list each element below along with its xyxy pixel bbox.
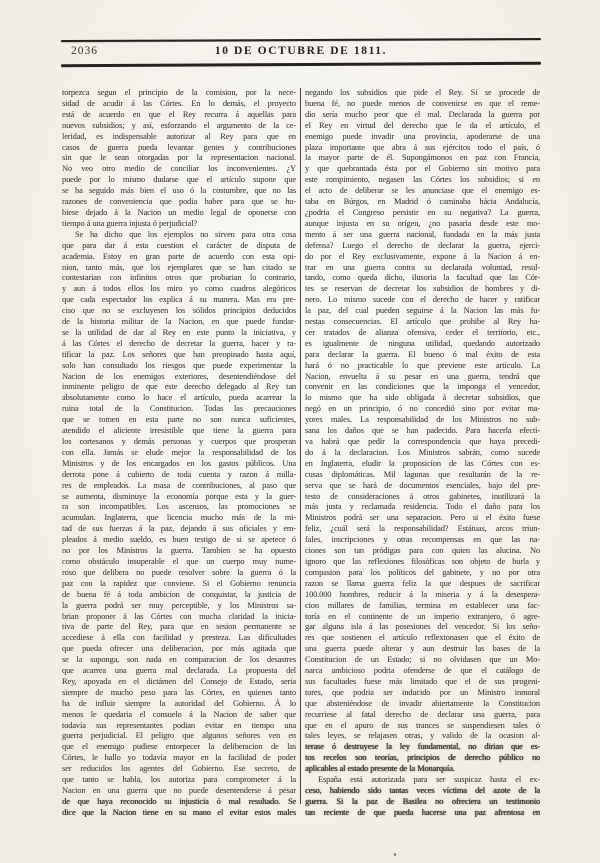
text-line: de buena fé á toda ambicion de conquistar, la justicia de xyxy=(62,588,296,599)
text-line: tiva de parte del Rey, para que en sesion permanente se xyxy=(62,621,296,632)
text-line: ha de influir siempre la autoridad del Gobierno. Á lo xyxy=(62,697,296,708)
text-line: buena fé, no puede menos de convenirse en que el reme- xyxy=(305,97,540,108)
text-line: que absteniéndose de invadir abiertamente la Constitucion xyxy=(305,697,540,708)
text-line: ciso que no se excluyesen los sólidos principios deducidos xyxy=(62,305,296,316)
text-line: mento á ser una guerra nacional, fundada en la más justa xyxy=(305,228,540,239)
text-line: trar en una guerra contra su declarada voluntad, resul- xyxy=(305,261,540,272)
text-line: se la suponga, son nada en comparacion de los desastres xyxy=(62,654,296,665)
paragraph xyxy=(62,87,296,229)
text-line: más justa y reclamada residencia. Todo el daño para los xyxy=(305,501,540,512)
text-line: con ella. Jamás se elude mejor la responsabilidad de los xyxy=(62,446,296,457)
text-line: que el enemigo pudiese entorpecer la deliberacion de las xyxy=(62,741,296,752)
text-line: Nacion en una guerra que no puede desentenderse á pesar xyxy=(62,785,296,795)
text-line: Nacion, envuelta á su pesar en una guerra, tendrá que xyxy=(305,370,540,381)
text-line: solo han consultado los riesgos que puede experimentar la xyxy=(62,359,296,370)
text-line: recurriese al fatal derecho de declarar una guerra, para xyxy=(305,708,540,719)
text-line: en Inglaterra, eludir la proposicion de las Córtes con es- xyxy=(305,457,540,468)
header-rule-top xyxy=(61,38,541,42)
text-line: ruina total de la Constitucion. Todas las precauciones xyxy=(62,403,296,414)
text-line: ceso, habiendo sido tantas veces víctima del azote de la xyxy=(305,785,540,795)
scan-speck xyxy=(394,853,396,856)
column-divider xyxy=(300,88,301,804)
paragraph xyxy=(305,774,540,818)
text-line: guerra. Si la paz de Basilea no ofreciera un testimonio xyxy=(305,795,540,806)
text-line: atendido el aliciente irresistible que tiene la guerra para xyxy=(62,425,296,436)
text-line: cer tratados de alianza ofensiva, ceder el territorio, etc., xyxy=(305,326,540,337)
text-line: ¿podria el Congreso persistir en su negativa? La guerra, xyxy=(305,206,540,217)
text-line: ser reducidos los agentes del Gobierno. Ese secreto, de xyxy=(62,763,296,774)
text-line: nero. Lo mismo sucede con el derecho de hacer y ratificar xyxy=(305,294,540,305)
text-line: inminente peligro de que este derecho delegado al Rey tan xyxy=(62,381,296,392)
text-line: fales, inscripciones y otras recompensas en que las na- xyxy=(305,534,540,545)
text-line: 100.000 hombres, reducir á la miseria y á la desespera- xyxy=(305,588,540,599)
text-line: nuevos subsidios; y así, esforzando el argumento de la ce- xyxy=(62,119,296,130)
text-line: do á la declaracion. Los Ministros sabrán, como sucede xyxy=(305,446,540,457)
page-number: 2036 xyxy=(71,45,98,57)
text-line: todavía sus representantes podian evitar en tiempo una xyxy=(62,719,296,730)
text-line: menos le quedaria el consuelo á la Nacion de saber que xyxy=(62,708,296,719)
header-rule-bottom xyxy=(61,62,541,68)
text-line: á las Córtes el derecho de decretar la guerra, hacer y ra- xyxy=(62,337,296,348)
text-line: que se tomen en esta parte no son nunca suficientes, xyxy=(62,414,296,425)
text-line: dio sería mucho peor que el mal. Declarada la guerra por xyxy=(305,108,540,119)
text-line: absolutamente como lo hace el artículo, pueda acarrear la xyxy=(62,392,296,403)
text-line: enemigo puede invadir una provincia, apoderarse de una xyxy=(305,130,540,141)
text-line: pleados á medio sueldo, es buen testigo de si se apetece ó xyxy=(62,534,296,545)
text-line: tando, como queda dicho, ilusoria la facultad que las Cór- xyxy=(305,272,540,283)
text-line: yores males. La responsabilidad de los Ministros no sub- xyxy=(305,414,540,425)
text-line: este rompimiento, negasen las Córtes los subsidios; si en xyxy=(305,174,540,185)
text-line: ra son incompatibles. Los ascensos, las promociones se xyxy=(62,501,296,512)
text-line: derrota pone á cubierto de toda cuenta y razon á milla- xyxy=(62,468,296,479)
text-line: ciones son tan pródigas para con quien las alucina. No xyxy=(305,545,540,556)
text-line: razon se llama guerra feliz la que despues de sacrificar xyxy=(305,577,540,588)
text-line: defensa? Luego el derecho de declarar la guerra, ejerci- xyxy=(305,239,540,250)
text-line: lo mismo que ha sido obligada á decretar subsidios, que xyxy=(305,392,540,403)
text-line: contestarian con infinitos otros que probarian lo contrario, xyxy=(62,272,296,283)
text-line: cion millares de familias, termina en establecer una fac- xyxy=(305,599,540,610)
text-line: tad de sus fuerzas á la paz, dejando á sus oficiales y em- xyxy=(62,523,296,534)
text-line: es igualmente de ninguna utilidad, quedando autorizado xyxy=(305,337,540,348)
text-line: tiempo á una guerra injusta ó perjudicial? xyxy=(62,217,198,228)
page-header xyxy=(61,45,541,61)
text-line: Nacion de los enemigos exteriores, desentendiéndose del xyxy=(62,370,296,381)
text-line: taba en Búrgos, en Madrid ó caminaba hácia Andalucía, xyxy=(305,196,540,207)
text-line: que tanto se habla, los autoriza para comprometer á la xyxy=(62,774,296,785)
text-line: Rey, apoyada en el dictámen del Consejo de Estado, seria xyxy=(62,675,296,686)
text-line: Córtes, le hallo yo todavía mayor en la facilidad de poder xyxy=(62,752,296,763)
text-line: de que haya reconocido su injusticia ó mal resultado. Se xyxy=(62,795,296,806)
text-line: se ha seguido más bien el uso ó la costumbre, que no las xyxy=(62,185,296,196)
text-line: el acto de deliberar se les anunciase que el enemigo es- xyxy=(305,185,540,196)
text-line: tificar la paz. Los señores que han preopinado hasta aquí, xyxy=(62,348,296,359)
text-columns xyxy=(62,87,541,818)
text-line: se aumenta, disminuye la economía porque esta y la guer- xyxy=(62,490,296,501)
text-line: el Rey en virtud del derecho que le da el artículo, el xyxy=(305,119,540,130)
text-line: gar alguna isla á las posesiones del vencedor. Si los seño- xyxy=(305,621,540,632)
paragraph xyxy=(305,87,540,774)
text-line: acumulan. Inglaterra, que licencia mucho más de la mi- xyxy=(62,512,296,523)
text-line: se la utilidad de dar al Rey en este punto la iniciativa, y xyxy=(62,326,296,337)
text-line: ignoro que las reflexiones filosóficas son objeto de burla y xyxy=(305,555,540,566)
text-line: tos recelos son teorías, principios de derecho público no xyxy=(305,752,540,763)
text-line: sana los daños que se han padecido. Para hacerla efecti- xyxy=(305,425,540,436)
text-line: academia. Estoy en gran parte de acuerdo con esta opi- xyxy=(62,250,296,261)
text-line: aunque injusta en su orígen, ¿no pasaria desde este mo- xyxy=(305,217,540,228)
text-line: toría en el continente de un imperio extranjero, ó agre- xyxy=(305,610,540,621)
page-title: 10 DE OCTUBRE DE 1811. xyxy=(214,45,388,57)
text-line: No veo otro medio de conciliar los inconvenientes. ¿Y xyxy=(62,163,296,174)
text-line: dice que la Nacion tiene en su mano el evitar estos males xyxy=(62,806,296,817)
text-line: biese dejado á la Nacion un medio legal de oponerse con xyxy=(62,206,296,217)
text-line: sus facultades fuese más limitado que el de sus progeni- xyxy=(305,675,540,686)
text-line: narca ambicioso podria ofenderse de que el catálogo de xyxy=(305,665,540,676)
text-line: la paz, del cual pueden seguirse á la Nacion las más fu- xyxy=(305,305,540,316)
text-line: Ministros y de los encargados en los gastos públicos. Una xyxy=(62,457,296,468)
text-line: va habrá que pedir la correspondencia que haya precedi- xyxy=(305,436,540,446)
text-line: tales leyes, se relajasen otras, y valido de la ocasion al- xyxy=(305,730,540,741)
text-line: negando los subsidios que pide el Rey. Si se procede de xyxy=(305,87,540,97)
text-line: España está autorizada para ser suspicaz hasta el ex- xyxy=(318,774,540,785)
text-line: Se ha dicho que los ejemplos no sirven para otra cosa xyxy=(75,228,296,239)
text-line: roso que delibera no puede resolver sobre la guerra ó la xyxy=(62,566,296,577)
text-line: sin que le sean otorgadas por la representacion nacional. xyxy=(62,152,296,163)
text-line: tores, que podria ser inducido por un Ministro inmoral xyxy=(305,686,540,697)
column-right xyxy=(305,87,540,818)
text-line: una guerra puede alterar y aun destruir las bases de la xyxy=(305,643,540,654)
text-line: y aun á todos ellos los miro yo como cuadros alegóricos xyxy=(62,283,296,294)
text-line: res de empleados. La masa de contribuciones, al paso que xyxy=(62,479,296,490)
text-line: que pueda ofrecer una deliberacion, por más agitada que xyxy=(62,643,296,654)
text-line: está de acuerdo en que el Rey recurra á aquellas para xyxy=(62,108,296,119)
text-line: leridad, es indispensable autorizar al Rey para que en xyxy=(62,130,296,141)
text-line: casos de guerra pueda levantar gentes y contribuciones xyxy=(62,141,296,152)
text-line: convenir en las condiciones que la imponga el vencedor, xyxy=(305,381,540,392)
text-line: paz con la rapidez que conviene. Si el Gobierno renuncia xyxy=(62,577,296,588)
text-line: cusas diplomáticas. Mil lagunas que resultarán de la re- xyxy=(305,468,540,479)
column-left xyxy=(62,87,296,818)
text-line: do por el Rey exclusivamente, expone á la Nacion á en- xyxy=(305,250,540,261)
text-line: Ministros podrá ser una separacion. Pero si el éxito fuese xyxy=(305,512,540,523)
text-line: feliz, ¿cuál será la responsabilidad? Estátuas, arcos triun- xyxy=(305,523,540,534)
text-line: nestas consecuencias. El artículo que prohibe al Rey ha- xyxy=(305,316,540,327)
text-line: res que sostienen el artículo reflexionasen que el éxito de xyxy=(305,632,540,643)
text-line: terase ó destruyese la ley fundamental, no dirian que es- xyxy=(305,741,540,752)
text-line: para declarar la guerra. El bueno ó mal éxito de esta xyxy=(305,348,540,359)
text-line: que para dar á esta cuestion el carácter de disputa de xyxy=(62,239,296,250)
text-line: puede por lo mismo dudarse que el artículo supone que xyxy=(62,174,296,185)
text-line: nion, tanto más, que los ejemplares que se han citado se xyxy=(62,261,296,272)
text-line: sidad de acudir á las Córtes. En lo demás, el proyecto xyxy=(62,97,296,108)
text-line: razones de conveniencia que podia haber para que se hu- xyxy=(62,196,296,207)
text-line: serva que se hará de documentos esenciales, bajo del pre- xyxy=(305,479,540,490)
text-line: que en el apuro de sus trances se suspendiesen tales ó xyxy=(305,719,540,730)
text-line: siempre de mucho peso para las Córtes, en quienes tanto xyxy=(62,686,296,697)
text-line: no por los Ministros la guerra. Tambien se ha opuesto xyxy=(62,545,296,556)
text-line: tan reciente de que pueda hacerse una paz afrentosa en xyxy=(305,806,540,817)
text-line: accediese á ella con facilidad y presteza. Las dificultades xyxy=(62,632,296,643)
text-line: negó en un principio, ó no concedió sino por evitar ma- xyxy=(305,403,540,414)
text-line: que acarrea una guerra mal declarada. La propuesta del xyxy=(62,665,296,676)
text-line: y que quebrantada ésta por el Gobierno sin motivo para xyxy=(305,163,540,174)
text-line: brian proponer á las Córtes con mucha claridad la inicia- xyxy=(62,610,296,621)
text-line: la guerra podrá ser muy perceptible, y los Ministros sa- xyxy=(62,599,296,610)
text-line: como obstáculo insuperable el que un cuerpo muy nume- xyxy=(62,555,296,566)
text-line: los cortesanos y demás personas y cuerpos que prosperan xyxy=(62,436,296,446)
text-line: aplicables al estado presente de la Monarquía. xyxy=(305,763,455,774)
text-line: compasion para los políticos del gabinete, y no por otra xyxy=(305,566,540,577)
text-line: Constitucion de un Estado; si no olvidasen que un Mo- xyxy=(305,654,540,665)
text-line: que cada espectador los explica á su manera. Mas era pre- xyxy=(62,294,296,305)
text-line: plaza importante que abra á sus ejércitos todo el país, ó xyxy=(305,141,540,152)
text-line: hará ó no practicable lo que previene este artículo. La xyxy=(305,359,540,370)
text-line: torpezca segun el principio de la comision, por la nece- xyxy=(62,87,296,97)
text-line: de la historia militar de la Nacion, en que puede fundar- xyxy=(62,316,296,327)
text-line: tes se reservan de decretar los subsidios de hombres y di- xyxy=(305,283,540,294)
text-line: testo de consideraciones á otros gabinetes, inutilizará la xyxy=(305,490,540,501)
paragraph xyxy=(62,229,296,818)
text-line: la mayor parte de él. Supongámonos en paz con Francia, xyxy=(305,152,540,163)
text-line: guerra perjudicial. El peligro que algunos señores ven en xyxy=(62,730,296,741)
